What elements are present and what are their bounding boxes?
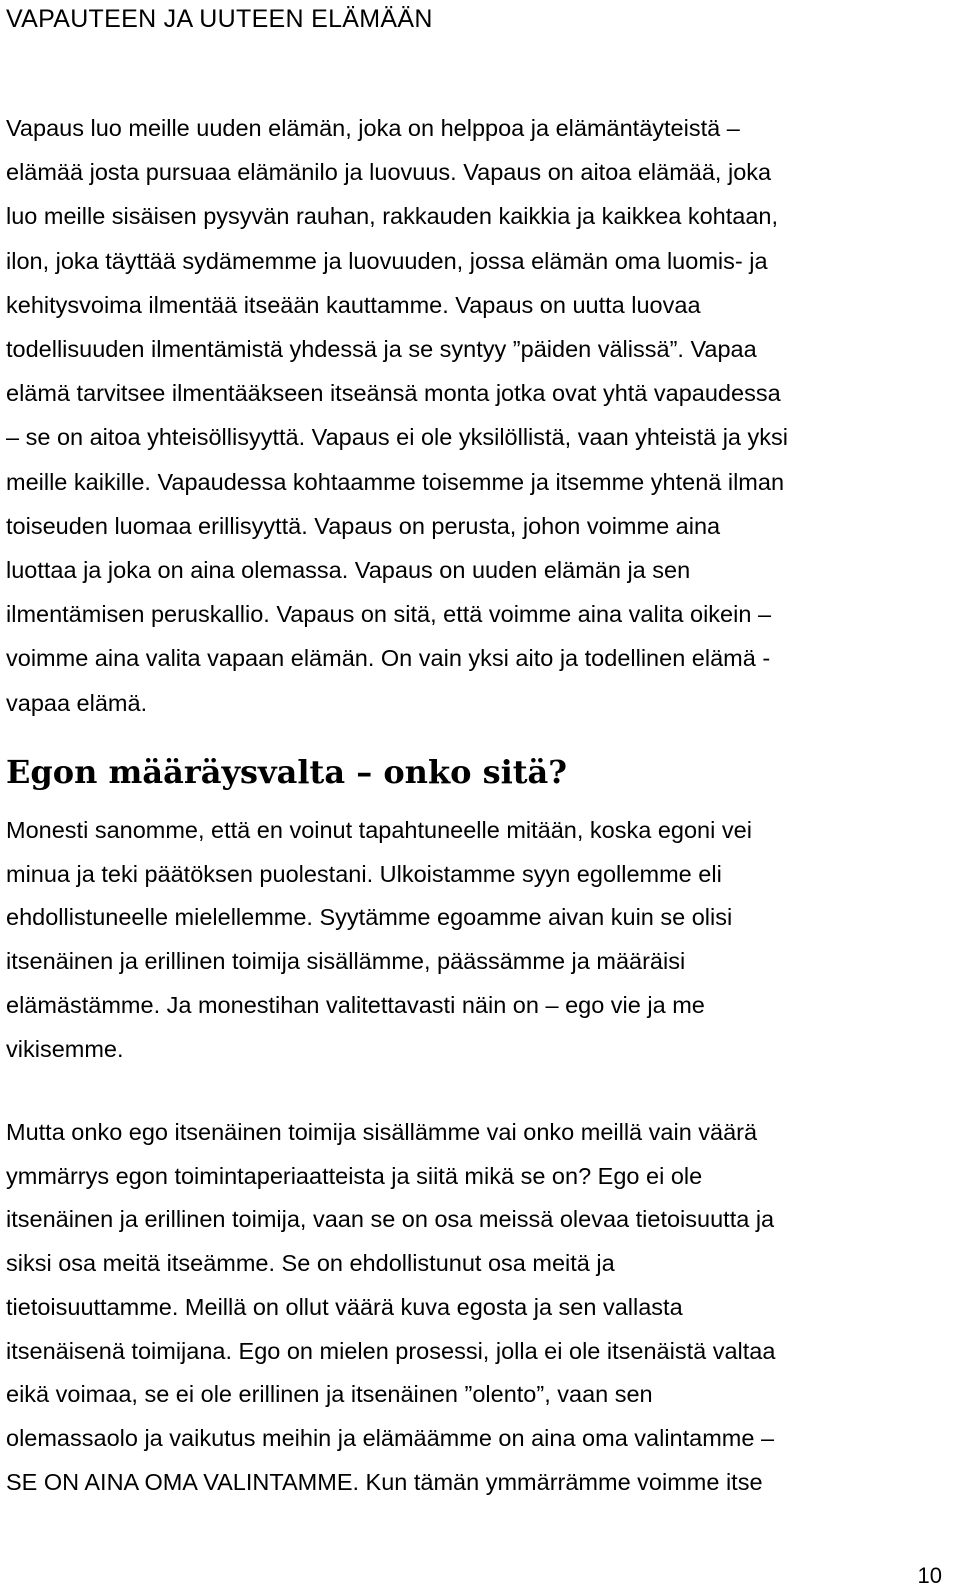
section-heading: Egon määräysvalta – onko sitä? — [6, 753, 568, 791]
paragraph-ego-question: Mutta onko ego itsenäinen toimija sisällämme vai onko meillä vain väärä ymmärrys egon toimintaperiaatteista ja siitä mikä se on? Ego ei ole itsenäinen ja erillinen toimija, vaan se on osa meissä olevaa tietoisuutta ja siksi osa meitä itseämme. Se on ehdollistunut osa meitä ja tietoisuuttamme. Meillä on ollut väärä kuva egosta ja sen vallasta itsenäisenä toimijana. Ego on mielen prosessi, jolla ei ole itsenäistä valtaa eikä voimaa, se ei ole erillinen ja itsenäinen ”olento”, vaan sen olemassaolo ja vaikutus meihin ja elämäämme on aina oma valintamme – SE ON AINA OMA VALINTAMME. Kun tämän ymmärrämme voimme itse — [6, 1119, 776, 1495]
paragraph-ego-intro: Monesti sanomme, että en voinut tapahtuneelle mitään, koska egoni vei minua ja teki päätöksen puolestani. Ulkoistamme syyn egollemme eli ehdollistuneelle mielellemme. Syytämme egoamme aivan kuin se olisi itsenäinen ja erillinen toimija sisällämme, päässämme ja määräisi elämästämme. Ja monestihan valitettavasti näin on – ego vie ja me vikisemme. — [6, 817, 752, 1062]
paragraph-vapaus: Vapaus luo meille uuden elämän, joka on helppoa ja elämäntäyteistä – elämää josta pursuaa elämänilo ja luovuus. Vapaus on aitoa elämää, joka luo meille sisäisen pysyvän rauhan, rakkauden kaikkia ja kaikkea kohtaan, ilon, joka täyttää sydämemme ja luovuuden, jossa elämän oma luomis- ja kehitysvoima ilmentää itseään kauttamme. Vapaus on uutta luovaa todellisuuden ilmentämistä yhdessä ja se syntyy ”päiden välissä”. Vapaa elämä tarvitsee ilmentääkseen itseänsä monta jotka ovat yhtä vapaudessa – se on aitoa yhteisöllisyyttä. Vapaus ei ole yksilöllistä, vaan yhteistä ja yksi meille kaikille. Vapaudessa kohtaamme toisemme ja itsemme yhtenä ilman toiseuden luomaa erillisyyttä. Vapaus on perusta, johon voimme aina luottaa ja joka on aina olemassa. Vapaus on uuden elämän ja sen ilmentämisen peruskallio. Vapaus on sitä, että voimme aina valita oikein – voimme aina valita vapaan elämän. On vain yksi aito ja todellinen elämä - vapaa elämä. — [6, 115, 788, 716]
page-number: 10 — [917, 1563, 942, 1588]
page-title: VAPAUTEEN JA UUTEEN ELÄMÄÄN — [6, 5, 433, 33]
